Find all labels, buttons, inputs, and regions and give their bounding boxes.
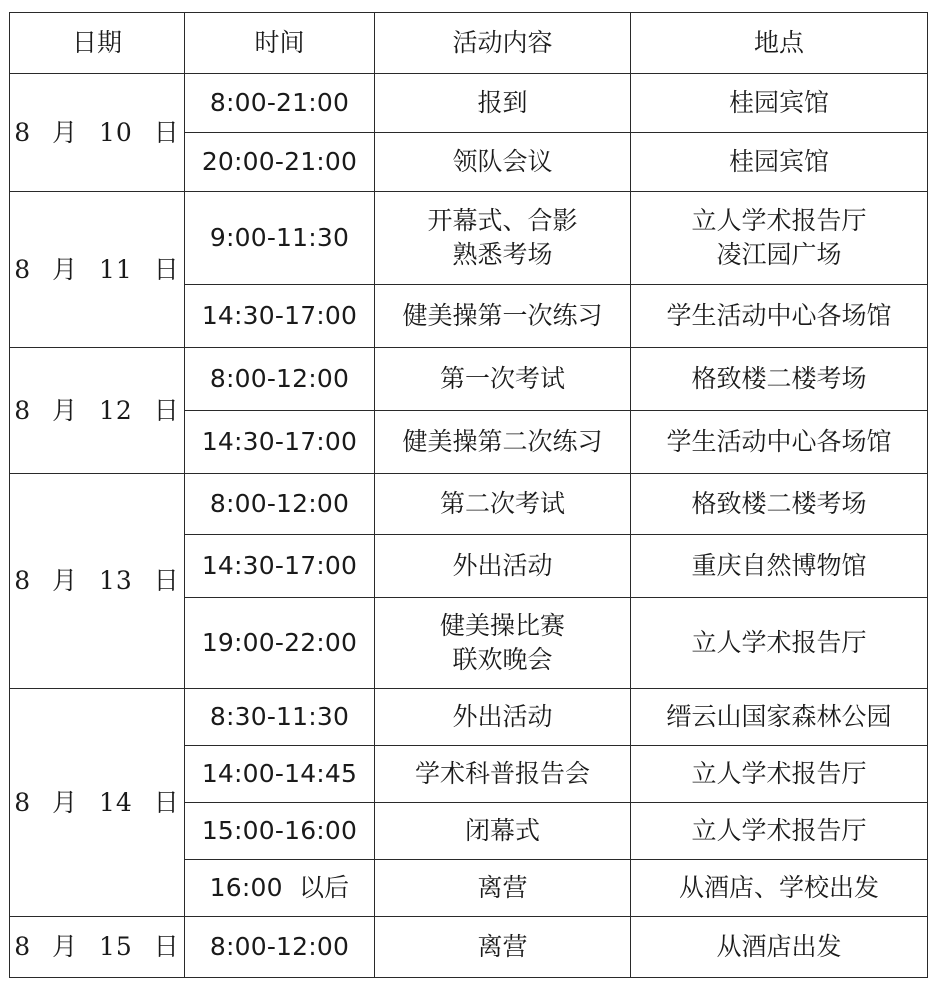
activity-text: 外出活动 bbox=[452, 702, 553, 731]
activity-cell bbox=[375, 74, 631, 133]
location-cell bbox=[631, 474, 928, 535]
location-text: 凌江园广场 bbox=[716, 240, 842, 269]
activity-cell bbox=[375, 192, 631, 285]
activity-text: 离营 bbox=[477, 873, 528, 902]
location-cell bbox=[631, 74, 928, 133]
activity-text: 外出活动 bbox=[452, 551, 553, 580]
activity-text: 熟悉考场 bbox=[452, 240, 553, 269]
activity-text: 第二次考试 bbox=[439, 489, 565, 518]
table-row bbox=[10, 348, 928, 411]
location-cell bbox=[631, 411, 928, 474]
activity-text: 闭幕式 bbox=[464, 816, 540, 845]
time-cell: 8:00-12:00 bbox=[185, 474, 375, 535]
activity-cell bbox=[375, 411, 631, 474]
location-text: 立人学术报告厅 bbox=[691, 206, 867, 235]
time-cell: 14:30-17:00 bbox=[185, 535, 375, 598]
time-cell: 8:30-11:30 bbox=[185, 689, 375, 746]
location-cell bbox=[631, 535, 928, 598]
header-time: 时间 bbox=[185, 13, 375, 74]
date-cell: 8 月 14 日 bbox=[10, 689, 185, 917]
location-text: 立人学术报告厅 bbox=[691, 816, 867, 845]
activity-cell bbox=[375, 917, 631, 978]
time-cell: 15:00-16:00 bbox=[185, 803, 375, 860]
table-row bbox=[10, 917, 928, 978]
activity-text: 联欢晚会 bbox=[452, 645, 553, 674]
location-cell bbox=[631, 285, 928, 348]
location-cell bbox=[631, 689, 928, 746]
activity-text: 领队会议 bbox=[452, 147, 553, 176]
time-cell: 14:30-17:00 bbox=[185, 285, 375, 348]
header-activity: 活动内容 bbox=[375, 13, 631, 74]
time-cell: 8:00-12:00 bbox=[185, 348, 375, 411]
location-text: 格致楼二楼考场 bbox=[691, 364, 867, 393]
header-location: 地点 bbox=[631, 13, 928, 74]
location-text: 从酒店出发 bbox=[716, 932, 842, 961]
activity-cell bbox=[375, 474, 631, 535]
table-row bbox=[10, 474, 928, 535]
location-text: 缙云山国家森林公园 bbox=[666, 702, 892, 731]
location-text: 桂园宾馆 bbox=[728, 147, 829, 176]
location-text: 学生活动中心各场馆 bbox=[666, 427, 892, 456]
activity-cell bbox=[375, 535, 631, 598]
time-cell: 8:00-21:00 bbox=[185, 74, 375, 133]
activity-cell bbox=[375, 860, 631, 917]
location-cell bbox=[631, 133, 928, 192]
time-cell: 14:00-14:45 bbox=[185, 746, 375, 803]
time-cell: 14:30-17:00 bbox=[185, 411, 375, 474]
time-cell: 8:00-12:00 bbox=[185, 917, 375, 978]
activity-cell bbox=[375, 348, 631, 411]
date-cell: 8 月 13 日 bbox=[10, 474, 185, 689]
location-text: 格致楼二楼考场 bbox=[691, 489, 867, 518]
date-cell: 8 月 11 日 bbox=[10, 192, 185, 348]
table-row bbox=[10, 192, 928, 285]
activity-text: 健美操第一次练习 bbox=[402, 301, 603, 330]
activity-cell bbox=[375, 598, 631, 689]
location-text: 从酒店、学校出发 bbox=[678, 873, 879, 902]
location-text: 立人学术报告厅 bbox=[691, 628, 867, 657]
location-text: 学生活动中心各场馆 bbox=[666, 301, 892, 330]
time-cell: 16:00 以后 bbox=[185, 860, 375, 917]
activity-cell bbox=[375, 803, 631, 860]
location-cell bbox=[631, 598, 928, 689]
location-text: 重庆自然博物馆 bbox=[691, 551, 867, 580]
header-date: 日期 bbox=[10, 13, 185, 74]
location-cell bbox=[631, 860, 928, 917]
table-row bbox=[10, 74, 928, 133]
activity-cell bbox=[375, 133, 631, 192]
header-row bbox=[10, 13, 928, 74]
activity-text: 健美操第二次练习 bbox=[402, 427, 603, 456]
activity-text: 开幕式、合影 bbox=[427, 206, 578, 235]
location-cell bbox=[631, 746, 928, 803]
activity-text: 报到 bbox=[477, 88, 528, 117]
activity-text: 健美操比赛 bbox=[439, 611, 565, 640]
location-cell bbox=[631, 917, 928, 978]
date-cell: 8 月 12 日 bbox=[10, 348, 185, 474]
activity-cell bbox=[375, 285, 631, 348]
activity-text: 学术科普报告会 bbox=[414, 759, 590, 788]
location-cell bbox=[631, 192, 928, 285]
time-cell: 19:00-22:00 bbox=[185, 598, 375, 689]
activity-cell bbox=[375, 689, 631, 746]
time-cell: 9:00-11:30 bbox=[185, 192, 375, 285]
activity-cell bbox=[375, 746, 631, 803]
date-cell: 8 月 15 日 bbox=[10, 917, 185, 978]
location-cell bbox=[631, 803, 928, 860]
location-text: 立人学术报告厅 bbox=[691, 759, 867, 788]
date-cell: 8 月 10 日 bbox=[10, 74, 185, 192]
schedule-table bbox=[9, 12, 928, 978]
location-cell bbox=[631, 348, 928, 411]
table-row bbox=[10, 689, 928, 746]
activity-text: 离营 bbox=[477, 932, 528, 961]
time-cell: 20:00-21:00 bbox=[185, 133, 375, 192]
location-text: 桂园宾馆 bbox=[728, 88, 829, 117]
activity-text: 第一次考试 bbox=[439, 364, 565, 393]
